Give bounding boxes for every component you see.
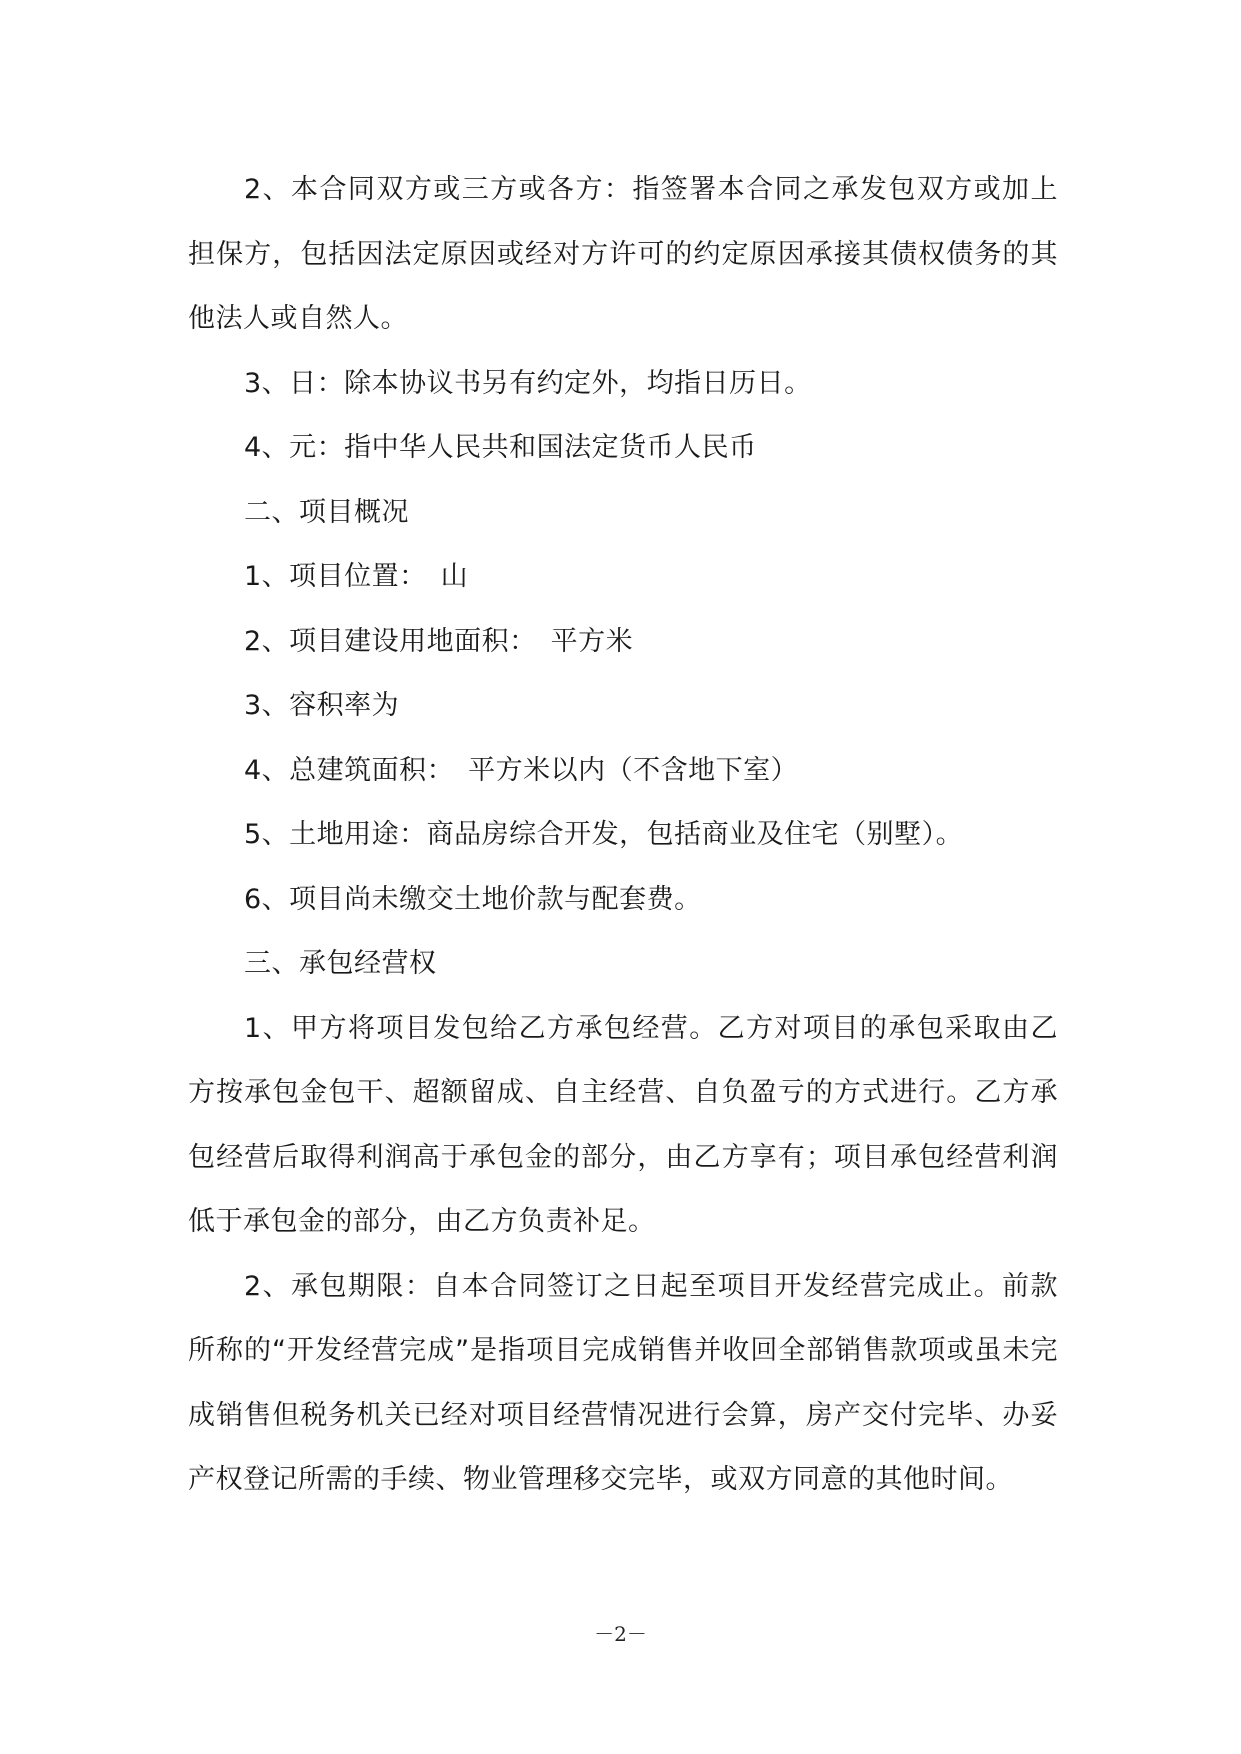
page-number: －2－ xyxy=(594,1622,647,1646)
paragraph-land-use: 5、土地用途：商品房综合开发，包括商业及住宅（别墅）。 xyxy=(244,819,964,850)
paragraph-definition-day: 3、日：除本协议书另有约定外，均指日历日。 xyxy=(244,367,812,399)
paragraph-land-fees: 6、项目尚未缴交土地价款与配套费。 xyxy=(244,883,702,915)
paragraph-total-floor-area: 4、总建筑面积： 平方米以内（不含地下室） xyxy=(244,754,799,786)
paragraph-land-area: 2、项目建设用地面积： 平方米 xyxy=(244,625,634,657)
section-heading-contract-rights: 三、承包经营权 xyxy=(244,948,437,979)
paragraph-contract-period: 2、承包期限：自本合同签订之日起至项目开发经营完成止。前款所称的“开发经营完成”是指项目完成销售并收回全部销售款项或虽未完成销售但税务机关已经对项目经营情况进行会算，房产交付完毕、办妥产权登记所需的手续、物业管理移交完毕，或双方同意的其他时间。 xyxy=(188,1270,1058,1495)
paragraph-definition-yuan: 4、元：指中华人民共和国法定货币人民币 xyxy=(244,432,757,463)
paragraph-plot-ratio: 3、容积率为 xyxy=(244,690,400,721)
paragraph-project-location: 1、项目位置： 山 xyxy=(244,561,469,592)
paragraph-definition-parties: 2、本合同双方或三方或各方：指签署本合同之承发包双方或加上担保方，包括因法定原因或经对方许可的约定原因承接其债权债务的其他法人或自然人。 xyxy=(188,174,1058,334)
document-body xyxy=(188,158,1058,1513)
paragraph-contracting-terms: 1、甲方将项目发包给乙方承包经营。乙方对项目的承包采取由乙方按承包金包干、超额留成、自主经营、自负盈亏的方式进行。乙方承包经营后取得利润高于承包金的部分，由乙方享有；项目承包经营利润低于承包金的部分，由乙方负责补足。 xyxy=(188,1012,1058,1237)
section-heading-project-overview: 二、项目概况 xyxy=(244,496,409,528)
